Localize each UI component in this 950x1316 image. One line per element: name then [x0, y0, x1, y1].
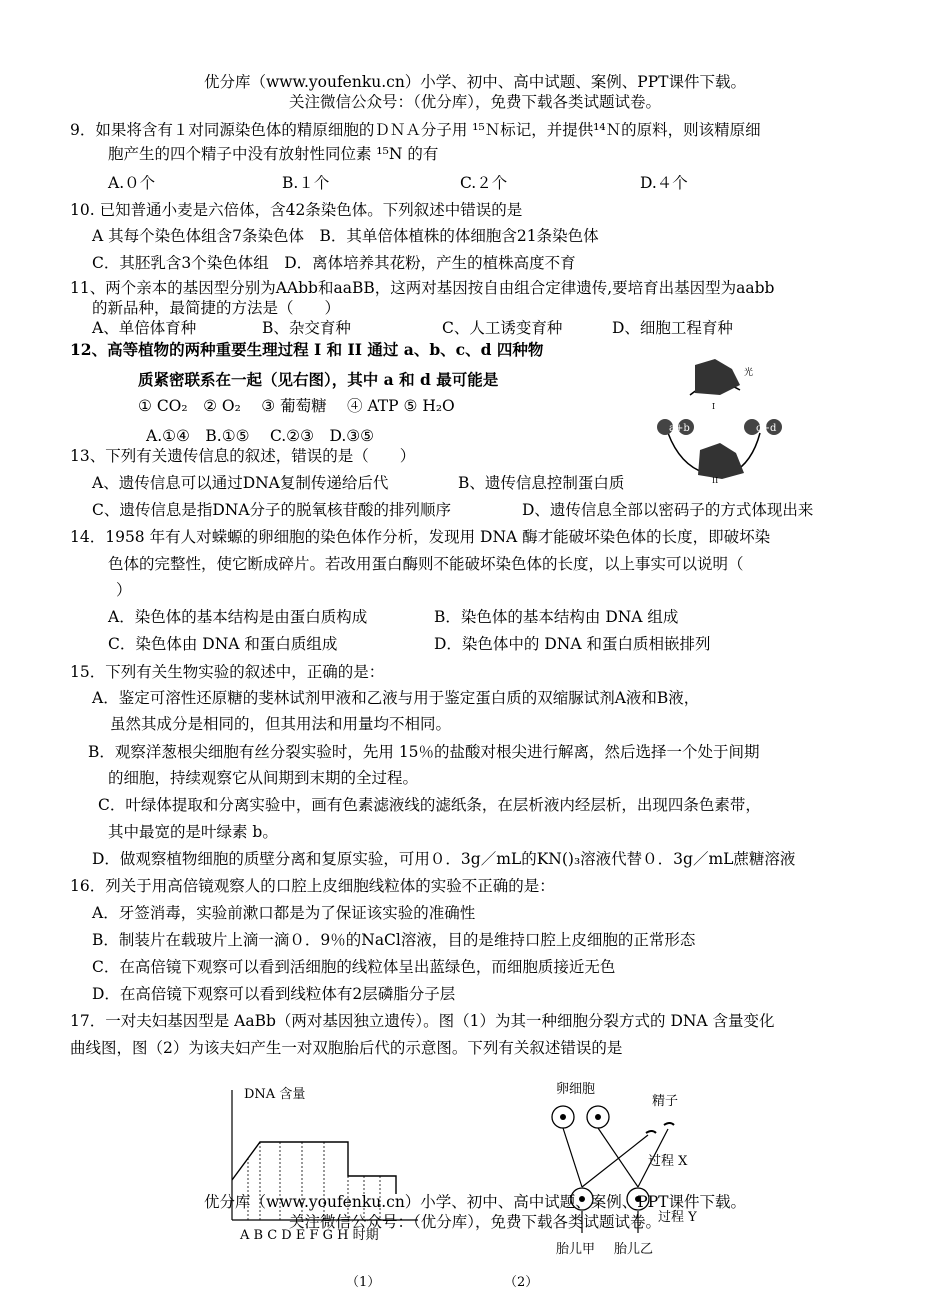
q16-option-b: B．制装片在载玻片上滴一滴０．9％的NaCl溶液，目的是维持口腔上皮细胞的正常形态 [92, 931, 696, 949]
q9-option-d: D.４个 [640, 174, 688, 192]
label-light: 光 [744, 368, 754, 378]
label-cd: c+d [756, 423, 777, 434]
arrow-sperm1 [582, 1135, 648, 1187]
dna-axis-label: DNA 含量 [244, 1087, 306, 1102]
arrow-egg2 [598, 1128, 638, 1187]
q13-option-b: B、遗传信息控制蛋白质 [458, 474, 625, 492]
q12-stem-2: 质紧密联系在一起（见右图），其中 a 和 d 最可能是 [138, 370, 499, 389]
q12-cycle-figure [640, 355, 790, 485]
q14-stem-2: 色体的完整性，使它断成碎片。若改用蛋白酶则不能破坏染色体的长度，以上事实可以说明（ [108, 555, 744, 573]
q10-options-ab: A 其每个染色体组含7条染色体 B．其单倍体植株的体细胞含21条染色体 [92, 227, 599, 245]
q15-option-c-2: 其中最宽的是叶绿素 b。 [108, 823, 278, 841]
q14-stem: 14．1958 年有人对蝾螈的卵细胞的染色体作分析，发现用 DNA 酶才能破坏染色体的长度，即破坏染 [70, 528, 771, 546]
q15-option-a-2: 虽然其成分是相同的，但其用法和用量均不相同。 [110, 715, 452, 733]
fetus-a-label: 胎儿甲 [556, 1242, 596, 1257]
q9-option-b: B.１个 [282, 174, 330, 192]
q10-options-cd: C．其胚乳含3个染色体组 D．离体培养其花粉，产生的植株高度不育 [92, 254, 576, 272]
figure-2-caption: （2） [504, 1275, 539, 1290]
q11-option-c: C、人工诱变育种 [442, 319, 563, 337]
q14-option-c: C．染色体由 DNA 和蛋白质组成 [108, 635, 338, 653]
q15-option-d: D．做观察植物细胞的质壁分离和复原实验，可用０．3g／mL的KN()₃溶液代替０．3g／mL蔗糖溶液 [92, 850, 796, 868]
q13-stem: 13、下列有关遗传信息的叙述，错误的是（ ） [70, 447, 416, 465]
q13-option-d: D、遗传信息全部以密码子的方式体现出来 [522, 501, 814, 519]
q11-stem: 11、两个亲本的基因型分别为AAbb和aaBB，这两对基因按自由组合定律遗传,要培育出基因型为aabb [70, 279, 775, 297]
q14-stem-3: ） [116, 581, 132, 599]
header-line-2: 关注微信公众号：（优分库），免费下载各类试题试卷。 [288, 93, 661, 111]
q17-twins-figure [540, 1075, 720, 1265]
q16-option-c: C．在高倍镜下观察可以看到活细胞的线粒体呈出蓝绿色，而细胞质接近无色 [92, 958, 616, 976]
sperm-icon-2 [664, 1123, 674, 1125]
q10-stem: 10. 已知普通小麦是六倍体，含42条染色体。下列叙述中错误的是 [70, 201, 523, 219]
q16-option-a: A．牙签消毒，实验前漱口都是为了保证该实验的准确性 [92, 904, 476, 922]
q14-option-b: B．染色体的基本结构由 DNA 组成 [434, 608, 679, 626]
q12-items: ① CO₂ ② O₂ ③ 葡萄糖 ④ ATP ⑤ H₂O [138, 397, 455, 415]
process-y-label: 过程 Y [658, 1210, 697, 1225]
q12-options: A.①④ B.①⑤ C.②③ D.③⑤ [146, 427, 375, 445]
q11-stem-2: 的新品种，最简捷的方法是（ ） [92, 299, 341, 317]
sperm-label: 精子 [652, 1094, 679, 1109]
q9-option-c: C.２个 [460, 174, 508, 192]
plant-icon [695, 359, 740, 395]
q15-option-b-2: 的细胞，持续观察它从间期到末期的全过程。 [108, 769, 419, 787]
q13-option-a: A、遗传信息可以通过DNA复制传递给后代 [92, 474, 389, 492]
q9-stem: 9．如果将含有１对同源染色体的精原细胞的ＤＮＡ分子用 ¹⁵Ｎ标记，并提供¹⁴Ｎ的原料，则该精原细 [70, 121, 761, 139]
egg-nucleus-2 [595, 1114, 601, 1120]
header-line-1: 优分库（www.youfenku.cn）小学、初中、高中试题、案例、PPT课件下载。 [203, 73, 747, 91]
arrow-egg1 [563, 1128, 582, 1187]
q15-option-a-1: A．鉴定可溶性还原糖的斐林试剂甲液和乙液与用于鉴定蛋白质的双缩脲试剂A液和B液， [92, 689, 700, 707]
q13-option-c: C、遗传信息是指DNA分子的脱氧核苷酸的排列顺序 [92, 501, 452, 519]
animal-icon [698, 443, 744, 479]
q14-option-a: A．染色体的基本结构是由蛋白质构成 [108, 608, 368, 626]
q16-option-d: D．在高倍镜下观察可以看到线粒体有2层磷脂分子层 [92, 985, 456, 1003]
footer-line-1: 优分库（www.youfenku.cn）小学、初中、高中试题、案例、PPT课件下载。 [203, 1193, 747, 1211]
label-ab: a+b [669, 423, 690, 434]
q9-stem-2: 胞产生的四个精子中没有放射性同位素 ¹⁵N 的有 [108, 145, 439, 163]
q15-stem: 15．下列有关生物实验的叙述中，正确的是： [70, 663, 385, 681]
sperm-icon-1 [646, 1131, 656, 1133]
process-x-label: 过程 X [648, 1154, 688, 1169]
label-process-1: I [712, 402, 716, 411]
label-process-2: II [712, 476, 719, 485]
q17-stem: 17．一对夫妇基因型是 AaBb（两对基因独立遗传）。图（1）为其一种细胞分裂方式的 DNA 含量变化 [70, 1012, 775, 1030]
figure-1-caption: （1） [346, 1275, 381, 1290]
q15-option-c-1: C．叶绿体提取和分离实验中，画有色素滤液线的滤纸条，在层析液内经层析，出现四条色素带， [98, 796, 761, 814]
q15-option-b-1: B．观察洋葱根尖细胞有丝分裂实验时，先用 15％的盐酸对根尖进行解离，然后选择一个处于间期 [88, 743, 760, 761]
q14-option-d: D．染色体中的 DNA 和蛋白质相嵌排列 [434, 635, 711, 653]
q17-stem-2: 曲线图，图（2）为该夫妇产生一对双胞胎后代的示意图。下列有关叙述错误的是 [70, 1039, 623, 1057]
q12-stem: 12、高等植物的两种重要生理过程 I 和 II 通过 a、b、c、d 四种物 [70, 340, 544, 359]
egg-label: 卵细胞 [556, 1082, 596, 1097]
dna-curve-line [232, 1142, 396, 1194]
q9-option-a: A.０个 [108, 174, 156, 192]
x-axis-label: A B C D E F G H 时期 [240, 1228, 379, 1243]
q16-stem: 16．列关于用高倍镜观察人的口腔上皮细胞线粒体的实验不正确的是： [70, 877, 555, 895]
q11-option-b: B、杂交育种 [262, 319, 351, 337]
egg-nucleus-1 [560, 1114, 566, 1120]
q11-option-a: A、单倍体育种 [92, 319, 197, 337]
q11-option-d: D、细胞工程育种 [612, 319, 733, 337]
fetus-b-label: 胎儿乙 [614, 1242, 654, 1257]
footer-line-2: 关注微信公众号：（优分库），免费下载各类试题试卷。 [288, 1213, 661, 1231]
